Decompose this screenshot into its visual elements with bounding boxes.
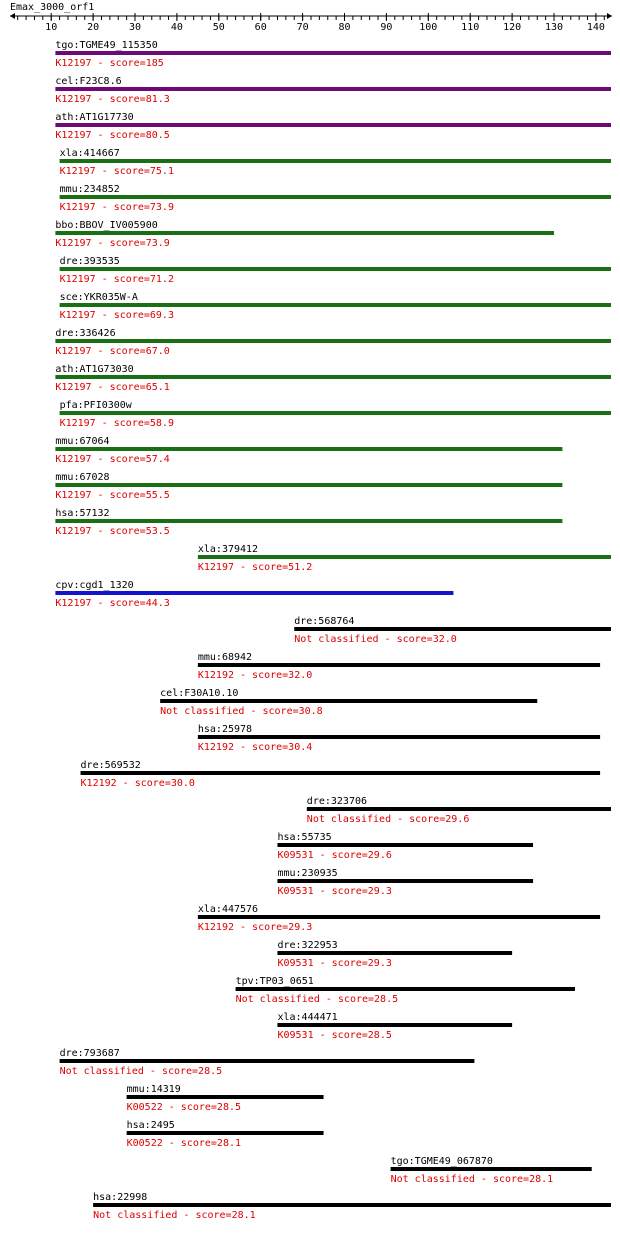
hit-label[interactable]: dre:568764 [294,616,355,627]
hit-bar[interactable] [277,879,533,883]
hit-score-label: K12197 - score=73.9 [55,238,170,249]
hit-score-label: K12197 - score=185 [55,58,164,69]
hit-bar[interactable] [55,447,562,451]
hit-row[interactable] [60,256,611,285]
axis-tick-label: 70 [296,22,309,33]
hit-score-label: K12197 - score=65.1 [55,382,170,393]
hit-bar[interactable] [55,591,453,595]
hit-score-label: Not classified - score=29.6 [306,814,470,825]
hit-label[interactable]: mmu:14319 [126,1084,181,1095]
hit-score-label: K12192 - score=29.3 [197,922,313,933]
axis-tick-label: 80 [338,22,351,33]
hit-label[interactable]: pfa:PFI0300w [59,400,132,411]
hit-row[interactable] [55,472,562,501]
hit-score-label: Not classified - score=28.1 [93,1210,256,1221]
hit-label[interactable]: dre:336426 [55,328,116,339]
hit-bar[interactable] [55,375,611,379]
hit-row[interactable] [60,148,611,177]
hit-row[interactable] [277,1012,512,1041]
hit-row[interactable] [55,220,554,249]
hit-label[interactable]: dre:793687 [59,1048,120,1059]
hit-row[interactable] [55,40,611,69]
hit-score-label: K12197 - score=73.9 [59,202,174,213]
hit-bar[interactable] [55,483,562,487]
axis-tick-label: 30 [128,22,142,33]
hit-score-label: K09531 - score=29.6 [277,850,392,861]
hit-bar[interactable] [93,1203,611,1207]
hit-score-label: K12197 - score=55.5 [55,490,170,501]
chart-title: Emax_3000_orf1 [10,2,95,13]
hit-bars [55,40,611,1221]
hit-bar[interactable] [307,807,611,811]
hit-bar[interactable] [277,1023,512,1027]
hit-label[interactable]: ath:AT1G73030 [55,364,134,375]
axis-tick-label: 140 [586,22,605,33]
hit-row[interactable] [55,580,453,609]
hit-bar[interactable] [127,1095,324,1099]
hit-score-label: K12197 - score=75.1 [59,166,174,177]
hit-bar[interactable] [60,195,611,199]
hit-score-label: Not classified - score=28.5 [235,994,399,1005]
hit-bar[interactable] [277,951,512,955]
hit-score-label: K12197 - score=67.0 [55,346,170,357]
hit-bar[interactable] [294,627,611,631]
position-axis [10,13,612,33]
hit-bar[interactable] [198,663,600,667]
hit-label[interactable]: mmu:67064 [55,436,110,447]
hit-score-label: K12197 - score=81.3 [55,94,170,105]
hit-label[interactable]: dre:393535 [59,256,120,267]
hit-label[interactable]: hsa:22998 [93,1192,148,1203]
hit-label[interactable]: hsa:55735 [277,832,332,843]
hit-row[interactable] [236,976,575,1005]
hit-label[interactable]: xla:379412 [197,544,259,555]
hit-row[interactable] [60,1048,475,1077]
hit-row[interactable] [55,436,562,465]
hit-label[interactable]: mmu:68942 [197,652,253,663]
hit-row[interactable] [60,400,611,429]
axis-tick-label: 120 [503,22,522,33]
hit-row[interactable] [198,652,600,681]
hit-label[interactable]: bbo:BBOV_IV005900 [55,220,158,231]
hit-label[interactable]: cel:F23C8.6 [55,76,122,87]
axis-tick-label: 40 [170,22,183,33]
axis-right-arrow [607,13,612,19]
hit-bar[interactable] [60,267,611,271]
hit-label[interactable]: sce:YKR035W-A [59,292,138,303]
hit-score-label: K12192 - score=30.4 [197,742,313,753]
hit-row[interactable] [198,904,600,933]
hit-label[interactable]: xla:444471 [277,1012,338,1023]
hit-row[interactable] [294,616,611,645]
hit-bar[interactable] [55,51,611,55]
hit-score-label: K09531 - score=29.3 [277,886,392,897]
axis-tick-label: 130 [544,22,564,33]
hit-score-label: Not classified - score=32.0 [294,634,457,645]
hit-score-label: K12197 - score=80.5 [55,130,170,141]
axis-tick-label: 100 [419,22,438,33]
hit-score-label: K09531 - score=29.3 [277,958,392,969]
hit-label[interactable]: cel:F30A10.10 [160,688,239,699]
hit-bar[interactable] [55,123,611,127]
hit-row[interactable] [198,544,611,573]
hit-bar[interactable] [198,915,600,919]
hit-row[interactable] [277,832,533,861]
axis-tick-label: 50 [212,22,225,33]
hit-row[interactable] [307,796,611,825]
hit-label[interactable]: tpv:TP03_0651 [235,976,314,987]
axis-tick-label: 10 [45,22,58,33]
hit-bar[interactable] [60,1059,475,1063]
hit-bar[interactable] [60,411,611,415]
hit-label[interactable]: ath:AT1G17730 [55,112,134,123]
hit-row[interactable] [127,1084,324,1113]
hit-label[interactable]: hsa:2495 [126,1120,175,1131]
hit-row[interactable] [55,112,611,141]
hit-score-label: Not classified - score=28.5 [59,1066,223,1077]
hit-score-label: K09531 - score=28.5 [277,1030,392,1041]
axis-tick-label: 60 [254,22,267,33]
hit-bar[interactable] [277,843,533,847]
axis-tick-label: 20 [87,22,100,33]
hit-label[interactable]: xla:447576 [197,904,259,915]
hit-row[interactable] [277,940,512,969]
hit-label[interactable]: cpv:cgd1_1320 [55,580,134,591]
hit-bar[interactable] [198,555,611,559]
hit-score-label: K00522 - score=28.1 [126,1138,242,1149]
hit-score-label: K12197 - score=58.9 [59,418,174,429]
hit-row[interactable] [55,508,562,537]
axis-left-arrow [10,13,15,19]
hit-row[interactable] [160,688,537,717]
hit-bar[interactable] [127,1131,324,1135]
hit-score-label: Not classified - score=28.1 [390,1174,554,1185]
hit-row[interactable] [198,724,600,753]
hit-bar[interactable] [55,519,562,523]
hit-bar[interactable] [55,231,554,235]
hit-label[interactable]: tgo:TGME49_115350 [55,40,158,51]
hit-label[interactable]: hsa:57132 [55,508,110,519]
hit-label[interactable]: dre:569532 [80,760,141,771]
axis-tick-label: 110 [461,22,480,33]
hit-bar[interactable] [60,159,611,163]
hit-score-label: K12192 - score=30.0 [80,778,195,789]
hit-label[interactable]: dre:322953 [277,940,338,951]
hit-score-label: K12197 - score=51.2 [197,562,313,573]
hit-label[interactable]: hsa:25978 [197,724,253,735]
hit-score-label: Not classified - score=30.8 [160,706,323,717]
hit-bar[interactable] [55,87,611,91]
hit-row[interactable] [60,184,611,213]
hit-label[interactable]: mmu:230935 [277,868,338,879]
hit-bar[interactable] [198,735,600,739]
hit-row[interactable] [127,1120,324,1149]
hit-row[interactable] [277,868,533,897]
hit-row[interactable] [391,1156,592,1185]
hit-label[interactable]: dre:323706 [306,796,368,807]
hit-row[interactable] [55,364,611,393]
hit-row[interactable] [55,328,611,357]
hit-score-label: K12197 - score=57.4 [55,454,170,465]
hit-bar[interactable] [391,1167,592,1171]
hit-bar[interactable] [81,771,601,775]
hit-score-label: K12192 - score=32.0 [197,670,313,681]
hit-row[interactable] [60,292,611,321]
hit-label[interactable]: tgo:TGME49_067870 [390,1156,493,1167]
hit-score-label: K12197 - score=71.2 [59,274,174,285]
hit-score-label: K12197 - score=44.3 [55,598,170,609]
hit-row[interactable] [81,760,601,789]
hit-row[interactable] [93,1192,611,1221]
hit-bar[interactable] [160,699,537,703]
hit-score-label: K00522 - score=28.5 [126,1102,242,1113]
axis-tick-label: 90 [380,22,393,33]
hit-row[interactable] [55,76,611,105]
hit-bar[interactable] [60,303,611,307]
hit-label[interactable]: xla:414667 [59,148,120,159]
hit-label[interactable]: mmu:234852 [59,184,120,195]
hit-bar[interactable] [236,987,575,991]
hit-bar[interactable] [55,339,611,343]
hit-score-label: K12197 - score=53.5 [55,526,170,537]
hit-score-label: K12197 - score=69.3 [59,310,174,321]
hit-label[interactable]: mmu:67028 [55,472,110,483]
